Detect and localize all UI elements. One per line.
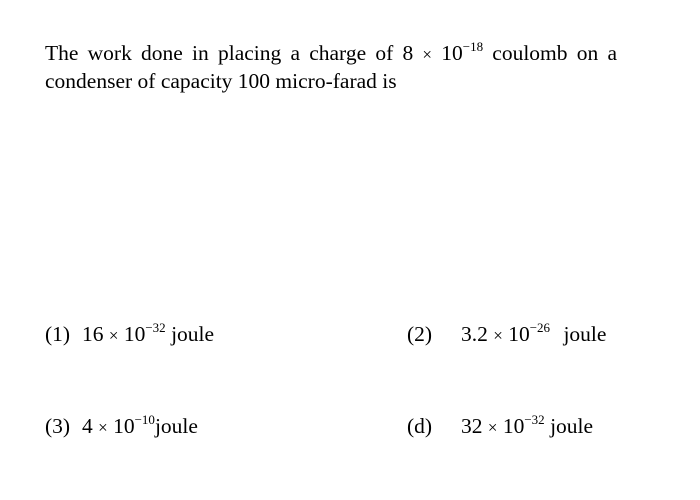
times-sign: × [487,418,498,437]
option-coefficient: 3.2 [461,322,488,346]
times-sign: × [98,418,108,437]
option-3[interactable] [45,413,198,441]
question-base: 10 [432,41,463,65]
question-text-after: coulomb on a condenser of capacity 100 micro-farad is [45,41,617,93]
option-exponent: −26 [529,320,551,335]
question-text [45,40,617,95]
option-2[interactable] [407,321,606,349]
question-exponent: −18 [462,39,484,54]
option-exponent: −32 [145,320,166,335]
option-base: 10 [502,414,525,438]
option-1[interactable] [45,321,214,349]
times-sign: × [108,326,119,345]
option-4[interactable] [407,413,593,441]
option-label: (d) [407,414,433,438]
option-coefficient: 32 [461,414,483,438]
option-exponent: −10 [134,412,155,427]
option-coefficient: 4 [82,414,93,438]
option-base: 10 [123,322,146,346]
option-unit: joule [563,322,607,346]
option-unit: joule [154,414,198,438]
option-unit: joule [550,414,594,438]
option-label: (1) [45,322,71,346]
times-sign: × [493,326,503,345]
option-label: (2) [407,322,433,346]
question-text-before: The work done in placing a charge of 8 [45,41,423,65]
option-base: 10 [508,322,530,346]
option-coefficient: 16 [82,322,104,346]
option-unit: joule [171,322,215,346]
option-base: 10 [113,414,135,438]
option-label: (3) [45,414,71,438]
times-sign: × [422,45,433,64]
option-exponent: −32 [524,412,545,427]
